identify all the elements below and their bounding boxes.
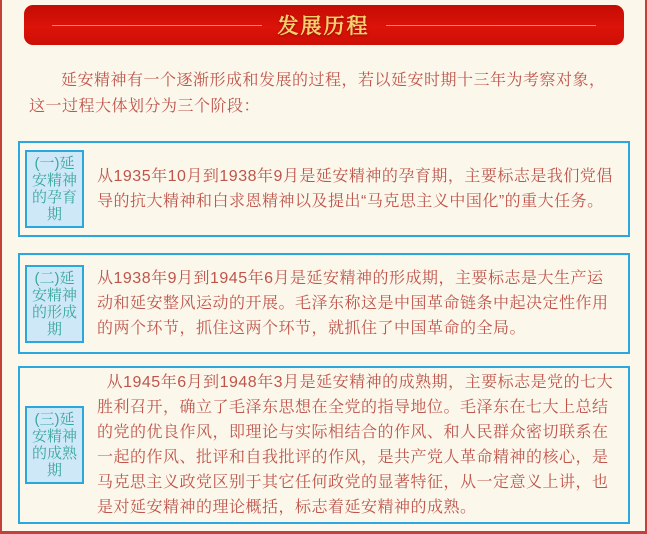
stage-content-formation: 从1938年9月到1945年6月是延安精神的形成期，主要标志是大生产运动和延安整风运动的开展。毛泽东称这是中国革命链条中起决定性作用的两个环节，抓住这两个环节，就抓住了中国革命的全局。 bbox=[97, 270, 609, 337]
stage-box-maturity bbox=[18, 366, 630, 524]
title-banner bbox=[24, 5, 624, 45]
banner-line-left bbox=[52, 25, 262, 26]
page-title: 发展历程 bbox=[277, 15, 370, 38]
stage-content-incubation: 从1935年10月到1938年9月是延安精神的孕育期，主要标志是我们党倡导的抗大精神和白求恩精神以及提出“马克思主义中国化”的重大任务。 bbox=[97, 168, 613, 210]
stage-label-maturity: (三)延安精神的成熟期 bbox=[25, 406, 84, 484]
stage-box-formation bbox=[18, 253, 630, 354]
stage-label-incubation: (一)延安精神的孕育期 bbox=[25, 150, 84, 228]
stage-content-maturity: 从1945年6月到1948年3月是延安精神的成熟期，主要标志是党的七大胜利召开，确立了毛泽东思想在全党的指导地位。毛泽东在七大上总结的党的优良作风，即理论与实际相结合的作风、和人民群众密切联系在一起的作风、批评和自我批评的作风，是共产党人革命精神的核心，是马克思主义政党区别于其它任何政党的显著特征，从一定意义上讲，也是对延安精神的理论概括，标志着延安精神的成熟。 bbox=[97, 374, 614, 516]
stage-label-formation: (二)延安精神的形成期 bbox=[25, 265, 84, 343]
banner-line-right bbox=[386, 25, 596, 26]
intro-paragraph: 延安精神有一个逐渐形成和发展的过程，若以延安时期十三年为考察对象，这一过程大体划分为三个阶段： bbox=[29, 72, 606, 115]
stage-box-incubation bbox=[18, 141, 630, 237]
